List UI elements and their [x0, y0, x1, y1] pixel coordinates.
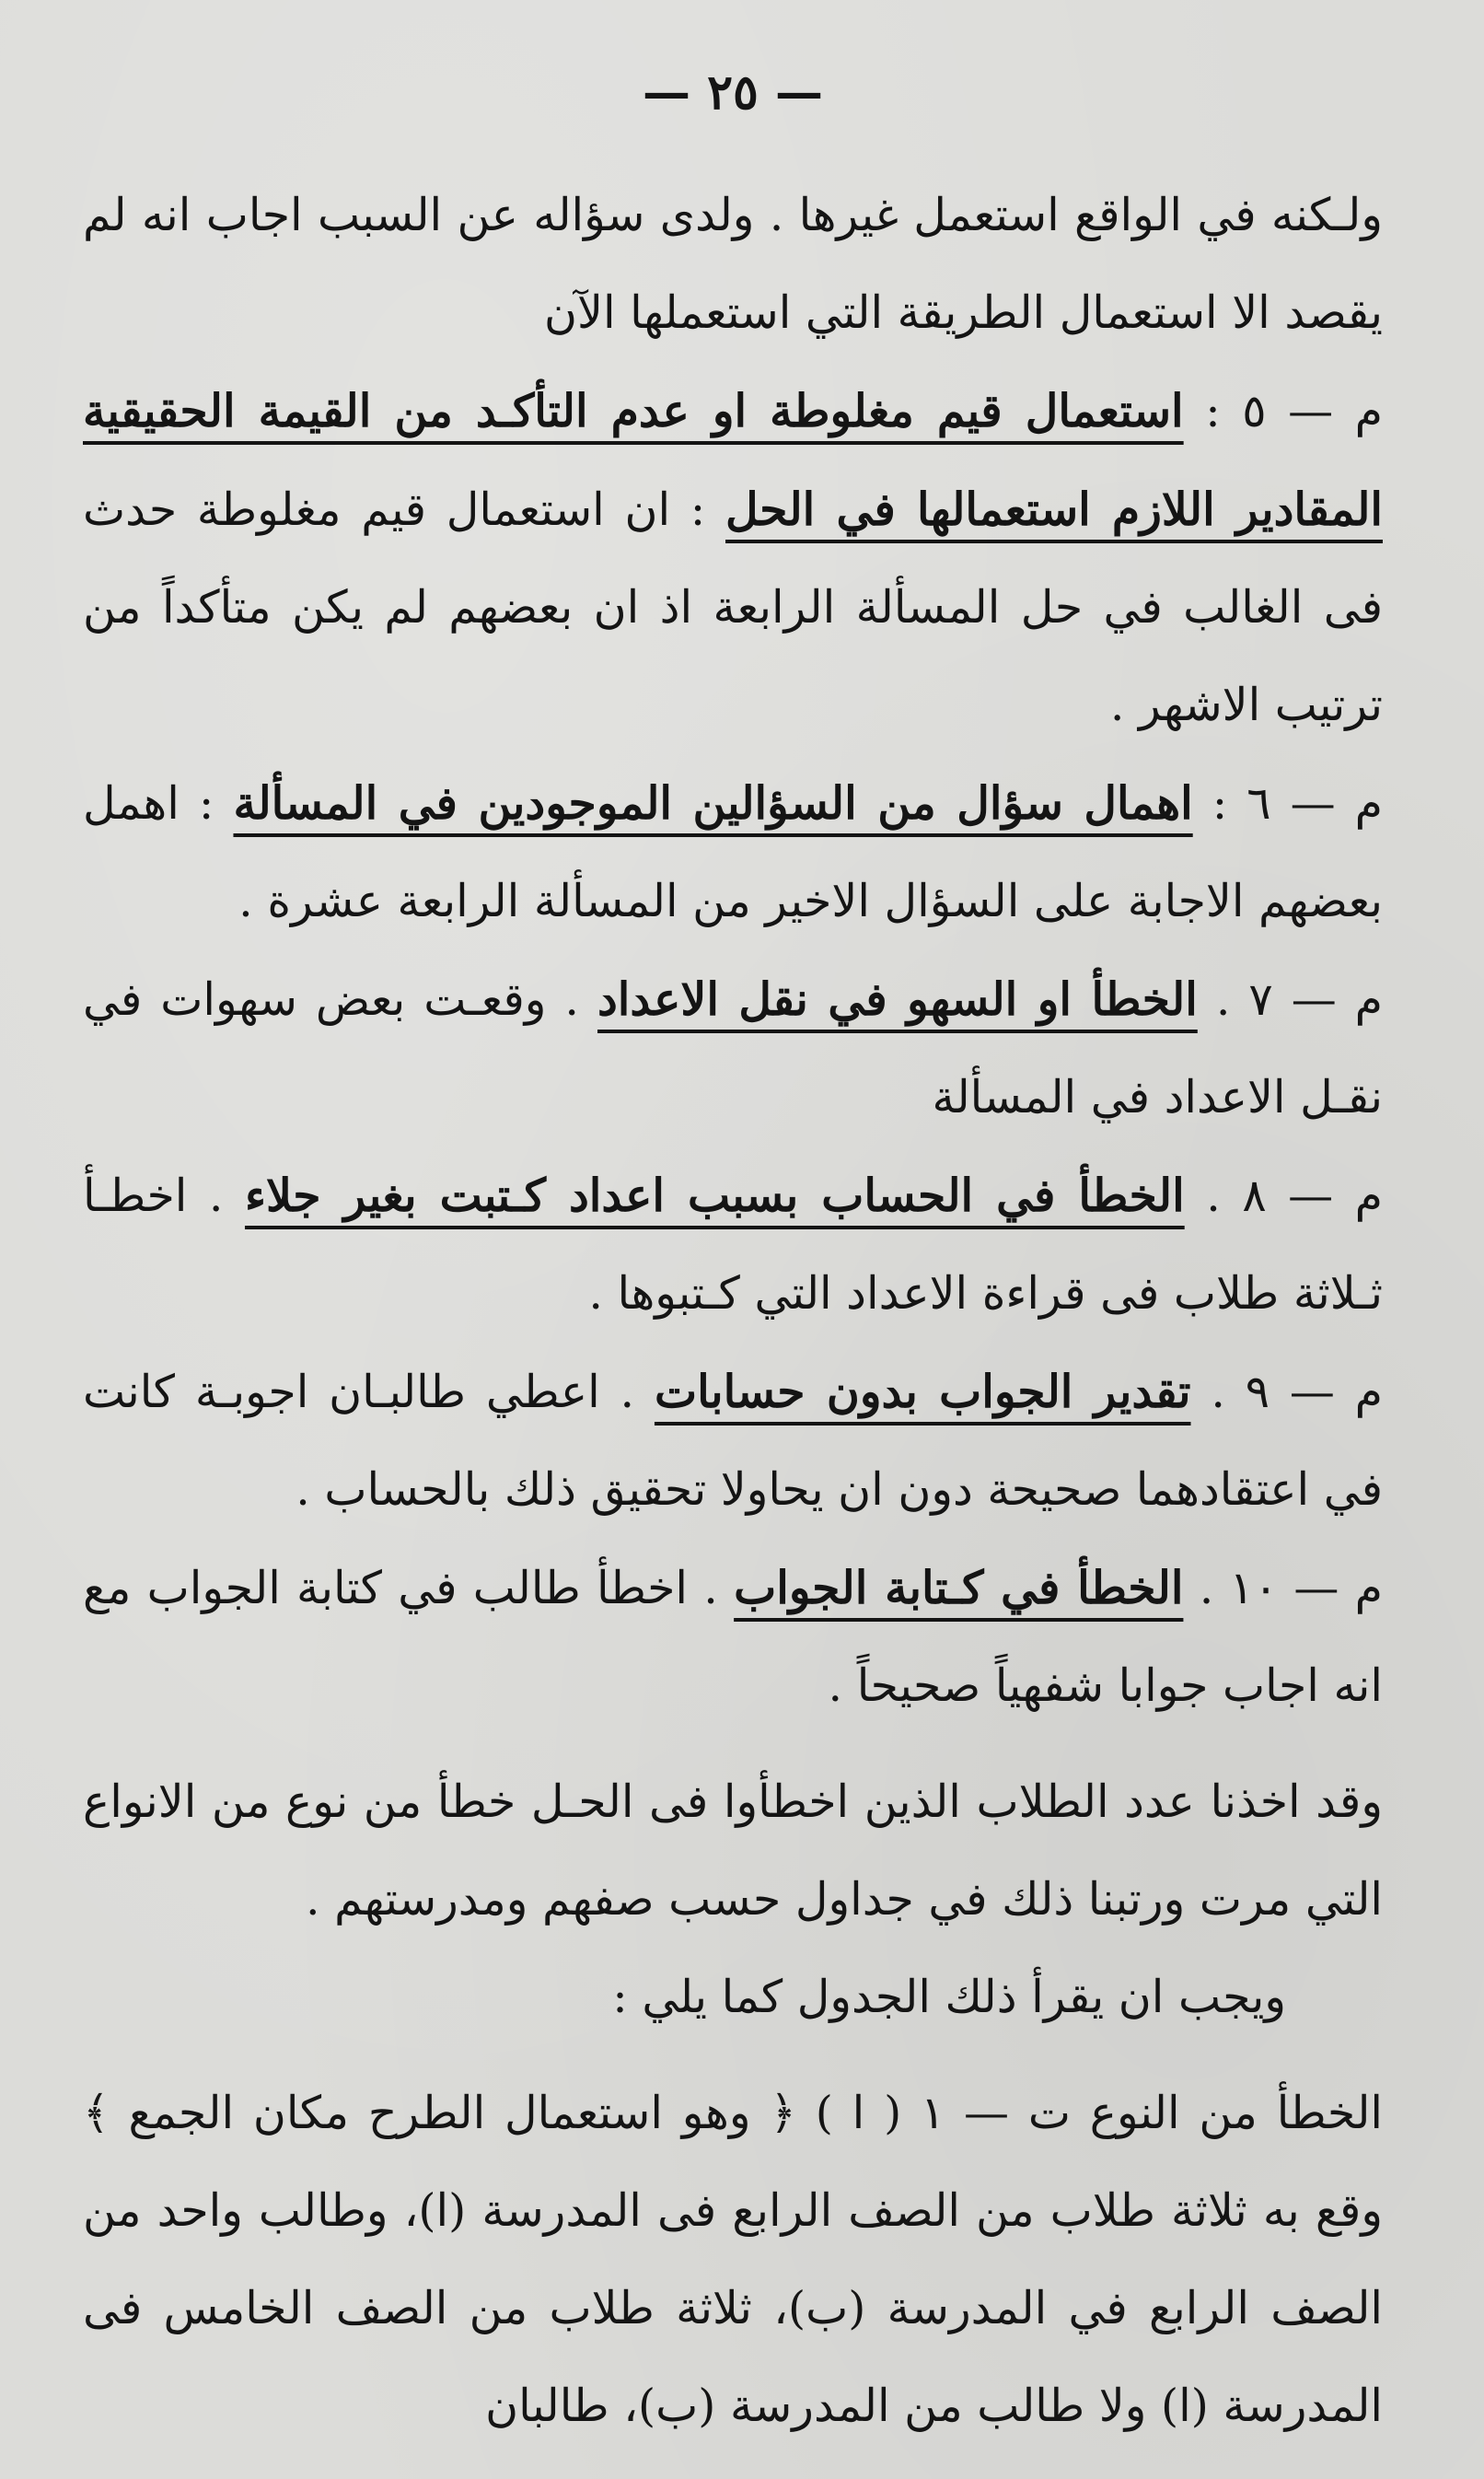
error-label: م — ٦ : — [1212, 777, 1383, 830]
error-description: . اخطـأ ثـلاثة طلاب فى قراءة الاعداد التي كـتبوها . — [83, 1170, 1383, 1320]
error-label: م — ٧ . — [1215, 973, 1384, 1026]
page-number: — ٢٥ — — [642, 64, 824, 121]
paragraph-text: الخطأ من النوع ت — ١ ( ا ) ﴿ وهو استعمال الطرح مكان الجمع ﴾ وقع به ثلاثة طلاب من الصف الرابع فى المدرسة (ا)، وطالب واحد من الصف الرابع في المدرسة (ب)، ثلاثة طلاب من الصف الخامس فى المدرسة (ا) ولا طالب من المدرسة (ب)، طالبان — [83, 2087, 1383, 2432]
error-description: . وقعـت بعض سهوات في نقـل الاعداد في المسألة — [83, 973, 1383, 1123]
paragraph-error-m8 — [83, 1146, 1383, 1343]
paragraph-error-m6 — [83, 754, 1383, 950]
paragraph-text: ولـكنه في الواقع استعمل غيرها . ولدى سؤاله عن السبب اجاب انه لم يقصد الا استعمال الطريقة التي استعملها الآن — [83, 189, 1383, 339]
error-label: م — ٥ : — [1205, 385, 1383, 437]
error-heading: الخطأ او السهو في نقل الاعداد — [597, 972, 1198, 1026]
paragraph-text: ويجب ان يقرأ ذلك الجدول كما يلي : — [612, 1971, 1286, 2023]
paragraph-continuation — [83, 167, 1383, 362]
paragraph-summary — [83, 1753, 1383, 1949]
paragraph-error-m10 — [83, 1539, 1383, 1735]
error-heading: الخطأ في كـتابة الجواب — [734, 1561, 1184, 1614]
paragraph-text: وقد اخذنا عدد الطلاب الذين اخطأوا فى الحـل خطأ من نوع من الانواع التي مرت ورتبنا ذلك في جداول حسب صفهم ومدرستهم . — [83, 1775, 1383, 1926]
error-label: م — ١٠ . — [1199, 1562, 1384, 1614]
error-description: : اهمل بعضهم الاجابة على السؤال الاخير من المسألة الرابعة عشرة . — [83, 777, 1383, 927]
body-text — [83, 167, 1383, 2455]
error-heading: اهمال سؤال من السؤالين الموجودين في المسألة — [233, 776, 1193, 830]
paragraph-table-explanation — [83, 2065, 1383, 2455]
paragraph-error-m5 — [83, 362, 1383, 754]
error-label: م — ٩ . — [1211, 1366, 1384, 1418]
error-heading: استعمال قيم مغلوطة او عدم التأكـد من القيمة الحقيقية المقادير اللازم استعمالها في الحل — [83, 384, 1383, 536]
error-heading: تقدير الجواب بدون حسابات — [654, 1365, 1191, 1418]
error-description: : ان استعمال قيم مغلوطة حدث فى الغالب في حل المسألة الرابعة اذ ان بعضهم لم يكن متأكداً من ترتيب الاشهر . — [83, 483, 1383, 731]
error-description: . اخطأ طالب في كتابة الجواب مع انه اجاب جوابا شفهياً صحيحاً . — [83, 1562, 1383, 1712]
error-heading: الخطأ في الحساب بسبب اعداد كـتبت بغير جلاء — [244, 1169, 1185, 1222]
error-label: م — ٨ . — [1206, 1170, 1384, 1222]
error-description: . اعطي طالبـان اجوبـة كانت في اعتقادهما صحيحة دون ان يحاولا تحقيق ذلك بالحساب . — [83, 1366, 1383, 1516]
paragraph-reading-instruction — [83, 1949, 1383, 2046]
paragraph-error-m7 — [83, 950, 1383, 1146]
paragraph-error-m9 — [83, 1343, 1383, 1539]
